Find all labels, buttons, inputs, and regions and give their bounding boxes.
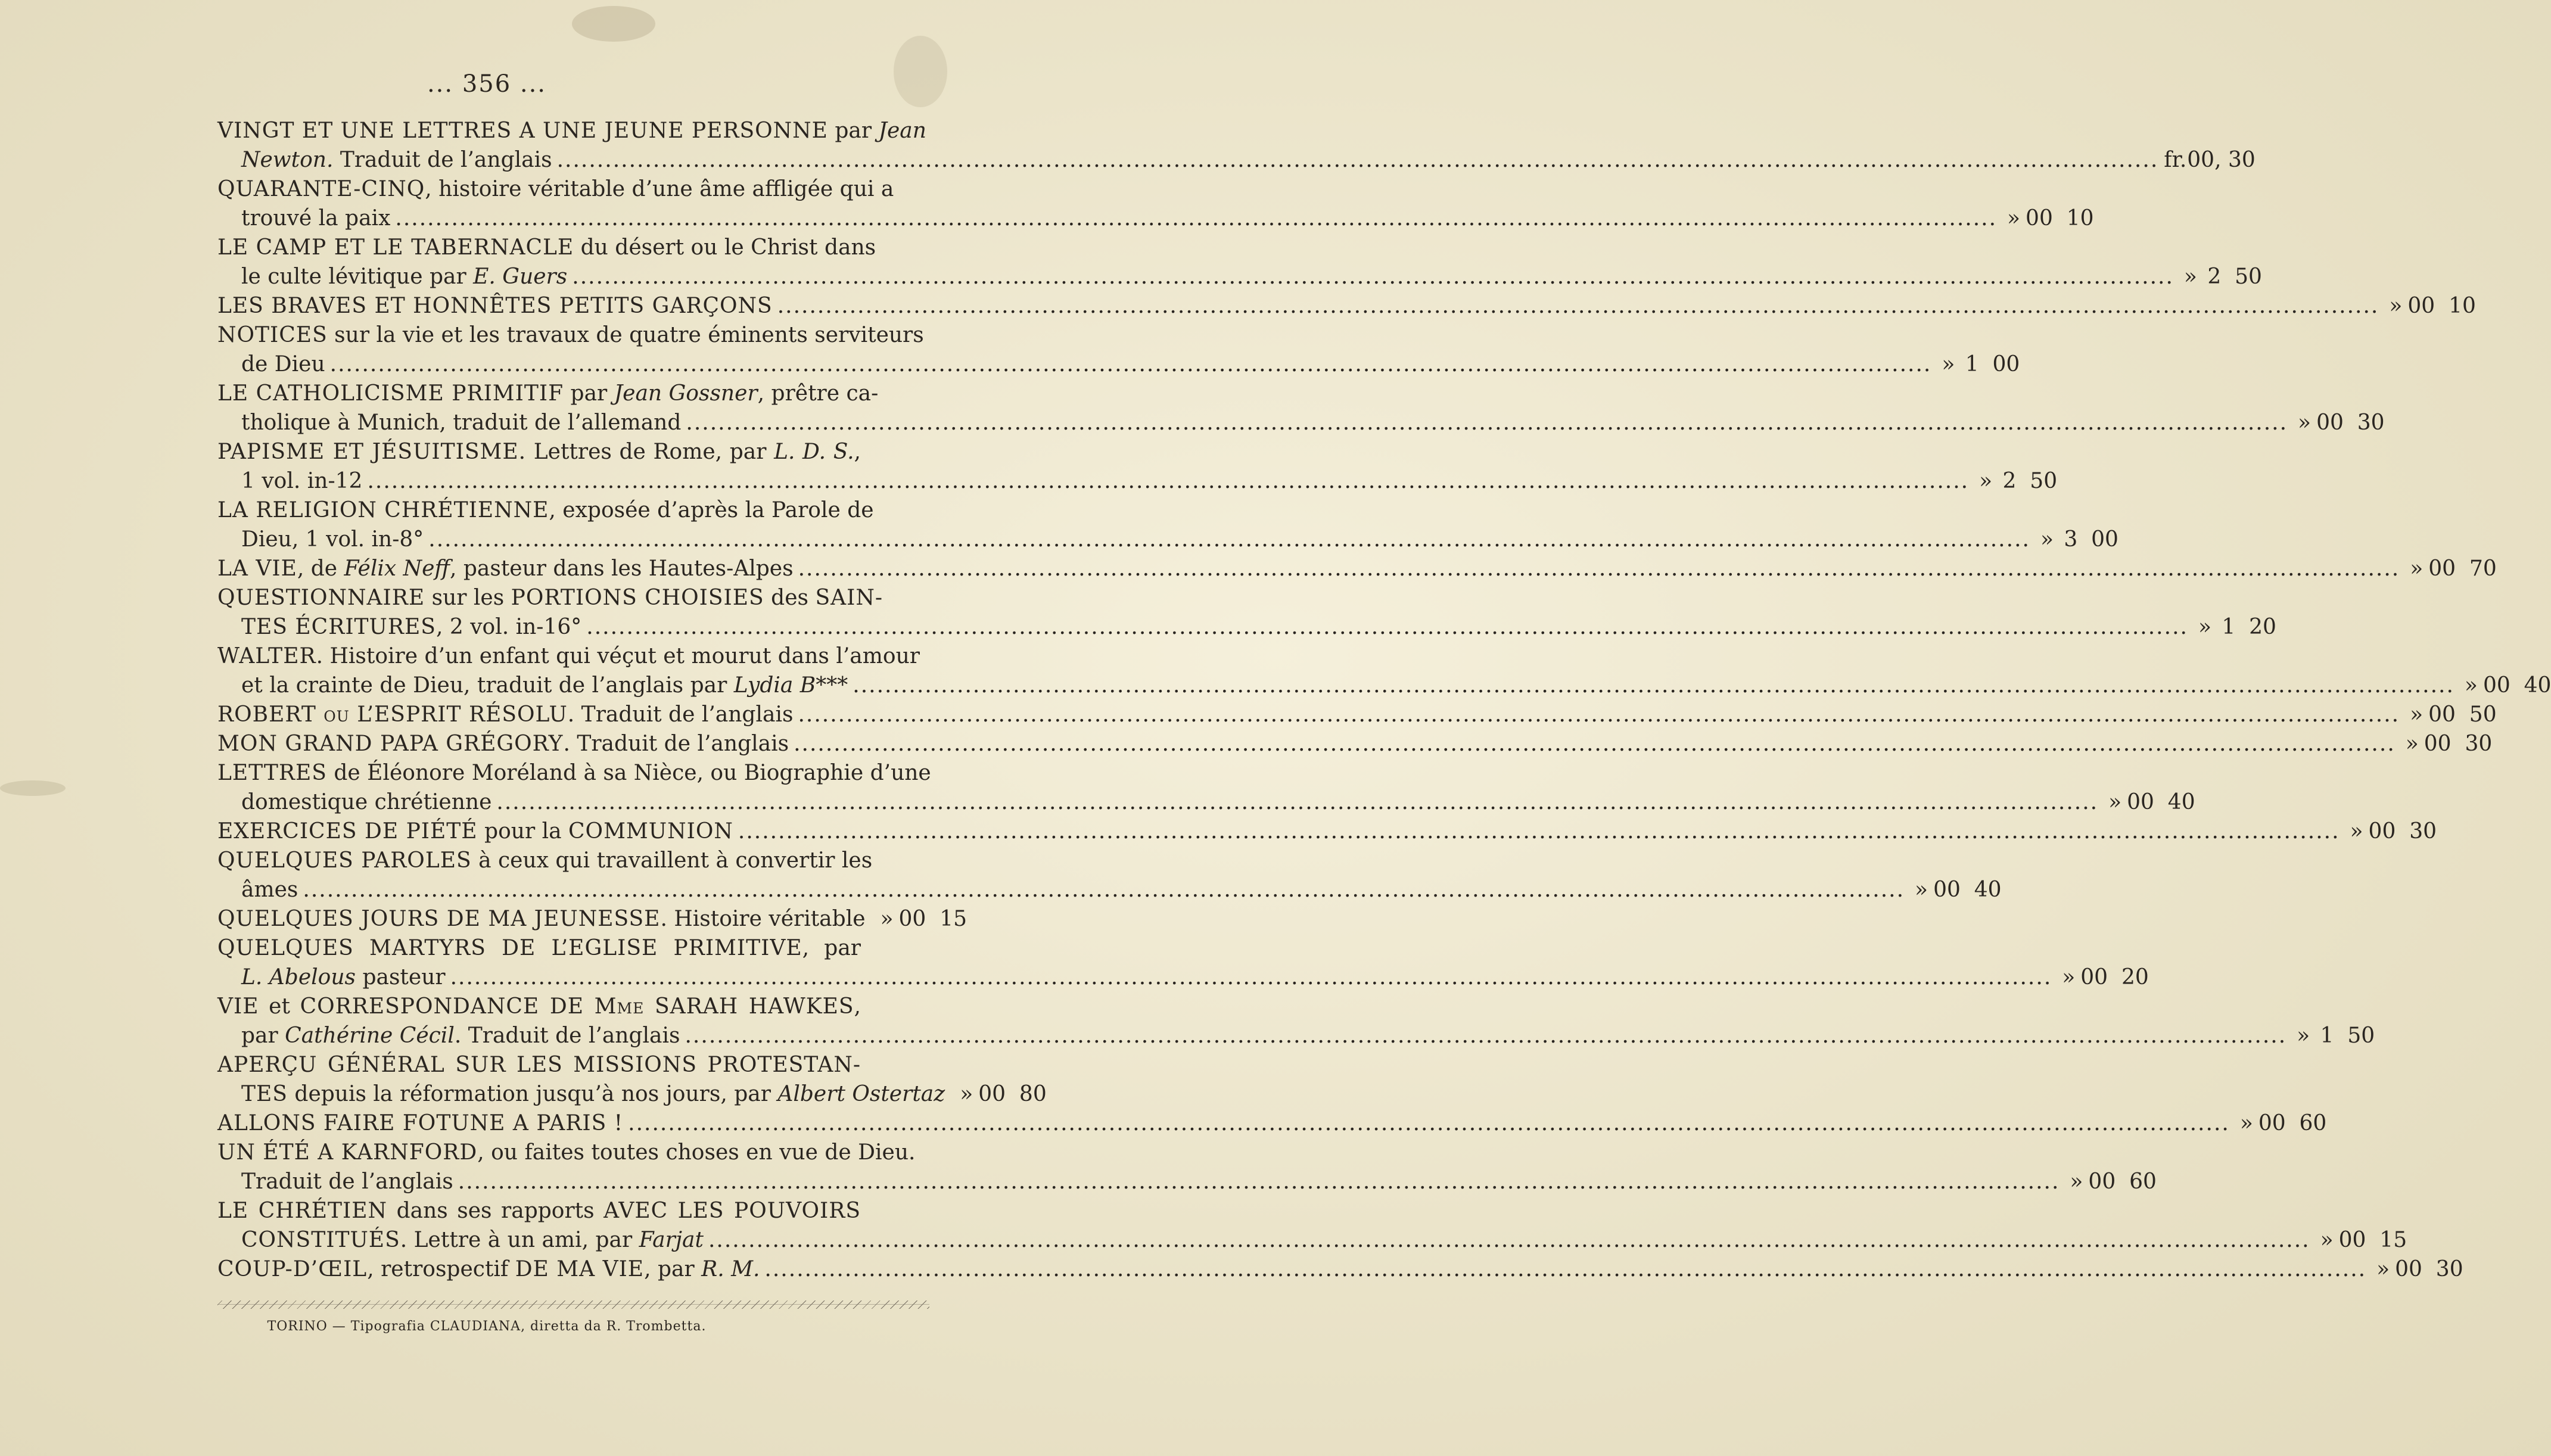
entry-text: sur les (425, 586, 511, 610)
title-caps: UN ÉTÉ A KARNFORD (217, 1140, 478, 1165)
title-caps: AVEC LES POUVOIRS (603, 1199, 861, 1223)
page-number-header: ... 356 ... (427, 70, 547, 98)
price-marker: » (1915, 878, 1928, 902)
entry-text: domestique chrétienne (241, 790, 492, 814)
dot-leader (738, 817, 2340, 846)
price: 00 15 (2338, 1228, 2407, 1252)
author-name: L. D. S. (774, 440, 854, 464)
title-caps: VINGT ET UNE LETTRES A UNE JEUNE PERSONNE (217, 119, 828, 143)
catalogue-entry (217, 321, 2020, 379)
price-marker: » (2405, 732, 2419, 756)
price: 00 30 (2424, 732, 2493, 756)
author-name: Newton. (241, 148, 334, 172)
entry-text: Dieu, 1 vol. in-8° (241, 527, 424, 552)
dot-leader (708, 1225, 2310, 1255)
entry-text: , prêtre ca- (757, 381, 879, 406)
author-name: Jean Gossner (614, 381, 758, 406)
entry-text: de Dieu (241, 352, 325, 377)
price-marker: » (1942, 352, 1955, 377)
dot-leader (428, 525, 2030, 554)
entry-description (241, 145, 552, 175)
price-marker: » (2389, 294, 2403, 318)
entry-title-line (217, 175, 894, 204)
entry-text: , (854, 440, 861, 464)
entry-price-line (217, 875, 2002, 904)
entry-text: . Histoire véritable (660, 907, 866, 931)
dot-leader (794, 729, 2396, 758)
catalogue-entry (217, 379, 2385, 437)
title-caps: TES ÉCRITURES (241, 615, 436, 639)
dot-leader (450, 963, 2052, 992)
entry-price-line (217, 262, 2262, 291)
dot-leader (686, 408, 2288, 437)
catalogue-entry (217, 846, 2002, 904)
price-marker: » (2410, 556, 2424, 581)
entry-text: , histoire véritable d’une âme affligée qui a (425, 177, 894, 201)
entry-description (241, 1167, 453, 1196)
dot-leader (853, 671, 2454, 700)
entry-description (241, 963, 446, 992)
title-caps: QUARANTE-CINQ (217, 177, 425, 201)
catalogue-entry (217, 175, 2094, 233)
entry-text: du désert ou le Christ dans (574, 235, 876, 260)
paper-stain (572, 6, 655, 42)
catalogue-entry (217, 1255, 2463, 1284)
entry-text: , retrospectif (367, 1257, 515, 1281)
dot-leader (330, 350, 1932, 379)
entry-title-line (217, 992, 861, 1021)
entry-price-line (217, 700, 2497, 729)
entry-title-line (217, 1138, 916, 1167)
price-marker: fr. (2164, 148, 2187, 172)
entry-price-line (217, 204, 2094, 233)
entry-text: pour la (477, 819, 569, 844)
price-marker: » (2376, 1257, 2390, 1281)
catalogue-entry (217, 642, 2551, 700)
entry-text: . Lettre à un ami, par (400, 1228, 639, 1252)
price-marker: » (2198, 615, 2211, 639)
dot-leader (303, 875, 1905, 904)
entry-price-line (217, 145, 2256, 175)
author-name: Félix Neff (344, 556, 450, 581)
title-caps: LE CHRÉTIEN (217, 1199, 388, 1223)
price-marker: » (2070, 1169, 2083, 1194)
dot-leader (586, 612, 2188, 642)
entry-price-line (217, 350, 2020, 379)
dot-leader (798, 700, 2400, 729)
catalogue-entry (217, 583, 2276, 642)
entry-description (241, 408, 681, 437)
price: 00 30 (2395, 1257, 2463, 1281)
price: 00 40 (2127, 790, 2195, 814)
price: 00 70 (2428, 556, 2497, 581)
price-marker: » (1979, 469, 1993, 493)
entry-text: Lettres de Rome, par (526, 440, 774, 464)
entry-description (217, 1255, 760, 1284)
entry-title-line (217, 1196, 861, 1225)
title-caps: CONSTITUÉS (241, 1228, 400, 1252)
entry-description (241, 612, 581, 642)
price-marker: » (960, 1082, 973, 1106)
entry-price-line (217, 788, 2195, 817)
dot-leader (628, 1109, 2230, 1138)
price: 00 60 (2258, 1111, 2327, 1135)
price: 00 20 (2080, 965, 2149, 990)
title-caps: ROBERT ou L’ESPRIT RÉSOLU (217, 702, 568, 727)
entry-description (217, 904, 866, 934)
author-name: Jean (878, 119, 926, 143)
title-caps: TES (241, 1082, 288, 1106)
price-marker: » (880, 907, 894, 931)
decorative-rule (217, 1301, 929, 1309)
price-marker: » (2350, 819, 2363, 844)
entry-description (217, 1109, 623, 1138)
entry-title-line (217, 437, 861, 466)
title-caps: QUELQUES PAROLES (217, 848, 472, 873)
title-caps: MON GRAND PAPA GRÉGORY (217, 732, 564, 756)
title-caps: PAPISME ET JÉSUITISME. (217, 440, 527, 464)
entry-text: , de (297, 556, 344, 581)
title-caps: LA VIE (217, 556, 297, 581)
dot-leader (798, 554, 2400, 583)
entry-price-line (217, 1079, 1047, 1109)
price: 2 50 (2002, 469, 2058, 493)
entry-text: par (564, 381, 614, 406)
entry-text: des (764, 586, 816, 610)
price: 00 40 (1933, 878, 2002, 902)
entry-text: par (827, 119, 879, 143)
catalogue-entry (217, 992, 2375, 1050)
dot-leader (764, 1255, 2366, 1284)
price: 00 40 (2482, 673, 2551, 698)
dot-leader (777, 291, 2379, 321)
title-caps: DE MA VIE (515, 1257, 645, 1281)
entry-description (241, 525, 424, 554)
entry-description (217, 729, 789, 758)
price: 3 00 (2064, 527, 2118, 552)
entry-price-line (217, 408, 2385, 437)
entry-price-line (217, 1167, 2157, 1196)
price: 1 00 (1965, 352, 2020, 377)
catalogue-list (217, 116, 2551, 1284)
entry-text: Traduit de l’anglais (333, 148, 552, 172)
entry-price-line (217, 1225, 2407, 1255)
entry-text: pasteur (356, 965, 446, 990)
title-caps: EXERCICES DE PIÉTÉ (217, 819, 478, 844)
title-caps: CORRESPONDANCE DE Mme SARAH HAWKES (300, 994, 854, 1019)
entry-price-line (217, 466, 2058, 496)
entry-description (241, 262, 567, 291)
entry-text: tholique à Munich, traduit de l’allemand (241, 410, 682, 435)
entry-description (241, 350, 325, 379)
author-name: L. Abelous (241, 965, 356, 990)
price: 00 50 (2428, 702, 2497, 727)
entry-price-line (217, 671, 2551, 700)
price: 00, 30 (2187, 148, 2256, 172)
catalogue-entry (217, 904, 967, 934)
catalogue-entry (217, 1050, 1047, 1109)
catalogue-entry (217, 934, 2149, 992)
entry-title-line (217, 642, 920, 671)
catalogue-entry (217, 437, 2058, 496)
title-caps: APERÇU GÉNÉRAL SUR LES MISSIONS PROTESTAN- (217, 1053, 861, 1077)
entry-text: depuis la réformation jusqu’à nos jours, par (287, 1082, 778, 1106)
entry-description (217, 291, 773, 321)
title-caps: ALLONS FAIRE FOTUNE A PARIS ! (217, 1111, 624, 1135)
price: 00 15 (898, 907, 967, 931)
entry-text: . Histoire d’un enfant qui véçut et mourut dans l’amour (316, 644, 920, 668)
price: 00 10 (2407, 294, 2476, 318)
title-caps: QUELQUES MARTYRS DE L’EGLISE PRIMITIVE (217, 936, 802, 960)
entry-text: , par (802, 936, 861, 960)
dot-leader (395, 204, 1997, 233)
entry-description (241, 671, 848, 700)
title-caps: LETTRES (217, 761, 327, 785)
author-name: Cathérine Cécil (285, 1023, 455, 1048)
entry-price-line (217, 291, 2476, 321)
entry-title-line (217, 496, 874, 525)
entry-text: à ceux qui travaillent à convertir les (471, 848, 873, 873)
catalogue-entry (217, 1138, 2157, 1196)
dot-leader (685, 1021, 2286, 1050)
entry-description (241, 204, 390, 233)
price-marker: » (2297, 1023, 2310, 1048)
price: 1 50 (2320, 1023, 2375, 1048)
entry-description (241, 1079, 945, 1109)
price: 00 60 (2088, 1169, 2157, 1194)
title-caps: LE CATHOLICISME PRIMITIF (217, 381, 564, 406)
title-caps: VIE (217, 994, 259, 1019)
title-caps: LES BRAVES ET HONNÊTES PETITS GARÇONS (217, 294, 773, 318)
price: 00 30 (2368, 819, 2437, 844)
title-caps: LA RELIGION CHRÉTIENNE (217, 498, 549, 522)
dot-leader (572, 262, 2174, 291)
entry-text: âmes (241, 878, 298, 902)
price-marker: » (2464, 673, 2478, 698)
title-caps: COUP-D’ŒIL (217, 1257, 368, 1281)
price-marker: » (2062, 965, 2076, 990)
entry-title-line (217, 1050, 861, 1079)
title-caps: NOTICES (217, 323, 328, 347)
entry-text: 1 vol. in-12 (241, 469, 363, 493)
entry-title-line (217, 321, 924, 350)
title-caps: QUELQUES JOURS DE MA JEUNESSE (217, 907, 661, 931)
dot-leader (458, 1167, 2060, 1196)
title-caps: PORTIONS CHOISIES (511, 586, 764, 610)
dot-leader (557, 145, 2159, 175)
entry-text: , exposée d’après la Parole de (549, 498, 874, 522)
title-caps: SAIN- (815, 586, 883, 610)
entry-description (241, 1021, 680, 1050)
catalogue-entry (217, 700, 2497, 729)
price-marker: » (2108, 790, 2122, 814)
catalogue-entry (217, 729, 2493, 758)
entry-price-line (217, 963, 2149, 992)
entry-text: trouvé la paix (241, 206, 391, 231)
title-caps: WALTER (217, 644, 316, 668)
price-marker: » (2320, 1228, 2334, 1252)
entry-title-line (217, 379, 879, 408)
price-marker: » (2239, 1111, 2253, 1135)
price: 1 20 (2222, 615, 2276, 639)
catalogue-entry (217, 817, 2437, 846)
entry-description (217, 817, 733, 846)
catalogue-entry (217, 291, 2476, 321)
catalogue-entry (217, 554, 2497, 583)
title-caps: COMMUNION (568, 819, 733, 844)
entry-description (217, 554, 794, 583)
catalogue-entry (217, 1109, 2327, 1138)
author-name: E. Guers (473, 265, 568, 289)
entry-text: . Traduit de l’anglais (567, 702, 794, 727)
price-marker: » (2040, 527, 2054, 552)
entry-price-line (217, 1255, 2463, 1284)
price-marker: » (2410, 702, 2424, 727)
entry-text: de Éléonore Moréland à sa Nièce, ou Biographie d’une (326, 761, 931, 785)
entry-text: et (259, 994, 300, 1019)
entry-title-line (217, 758, 931, 788)
entry-title-line (217, 934, 861, 963)
catalogue-entry (217, 116, 2256, 175)
entry-description (241, 788, 491, 817)
entry-price-line (217, 554, 2497, 583)
dot-leader (496, 788, 2098, 817)
entry-title-line (217, 846, 873, 875)
price-marker: » (2183, 265, 2197, 289)
author-name: R. M. (701, 1257, 760, 1281)
author-name: Albert Ostertaz (777, 1082, 945, 1106)
entry-text: , pasteur dans les Hautes-Alpes (449, 556, 794, 581)
paper-stain (0, 780, 66, 796)
entry-text: dans ses rapports (387, 1199, 604, 1223)
entry-text: . Traduit de l’anglais (454, 1023, 680, 1048)
price: 2 50 (2207, 265, 2262, 289)
entry-description (241, 875, 298, 904)
entry-text: , par (644, 1257, 702, 1281)
entry-text: et la crainte de Dieu, traduit de l’anglais par (241, 673, 734, 698)
catalogue-entry (217, 496, 2118, 554)
entry-price-line (217, 729, 2493, 758)
entry-text: , (854, 994, 861, 1019)
entry-description (217, 700, 793, 729)
catalogue-entry (217, 233, 2262, 291)
entry-text: le culte lévitique par (241, 265, 474, 289)
title-caps: LE CAMP ET LE TABERNACLE (217, 235, 574, 260)
author-name: Farjat (639, 1228, 704, 1252)
entry-price-line (217, 1109, 2327, 1138)
price-marker: » (2298, 410, 2312, 435)
entry-title-line (217, 583, 883, 612)
entry-title-line (217, 233, 876, 262)
entry-price-line (217, 612, 2276, 642)
entry-text: sur la vie et les travaux de quatre éminents serviteurs (327, 323, 924, 347)
catalogue-entry (217, 758, 2195, 817)
price-marker: » (2007, 206, 2021, 231)
entry-description (241, 1225, 704, 1255)
entry-text: , 2 vol. in-16° (435, 615, 582, 639)
entry-price-line (217, 525, 2118, 554)
price: 00 80 (978, 1082, 1047, 1106)
entry-price-line (217, 817, 2437, 846)
entry-text: Traduit de l’anglais (241, 1169, 453, 1194)
entry-text: , ou faites toutes choses en vue de Dieu. (477, 1140, 916, 1165)
entry-text: par (241, 1023, 285, 1048)
title-caps: QUESTIONNAIRE (217, 586, 425, 610)
entry-description (241, 466, 362, 496)
entry-title-line (217, 116, 926, 145)
printer-imprint: TORINO — Tipografia CLAUDIANA, diretta da R. Trombetta. (267, 1319, 707, 1334)
price: 00 10 (2026, 206, 2094, 231)
price: 00 30 (2316, 410, 2385, 435)
entry-price-line (217, 1021, 2375, 1050)
entry-text: . Traduit de l’anglais (563, 732, 789, 756)
author-name: Lydia B*** (733, 673, 848, 698)
entry-price-line (217, 904, 967, 934)
catalogue-entry (217, 1196, 2407, 1255)
dot-leader (367, 466, 1969, 496)
